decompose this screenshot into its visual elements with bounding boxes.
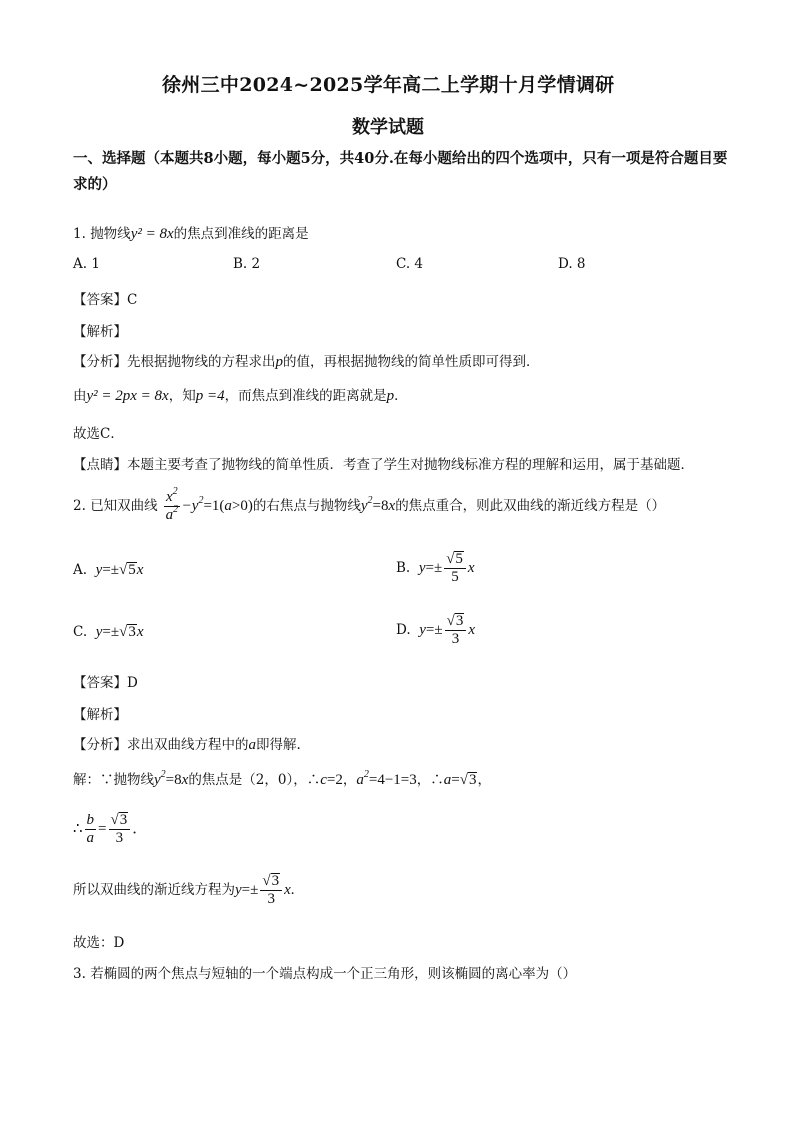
q1-option-b: B. 2: [233, 256, 261, 272]
q2-solution-text: 解：∵抛物线: [73, 772, 154, 788]
q1-analysis-heading: 【解析】: [73, 324, 127, 340]
q1-analysis-line: [73, 350, 540, 371]
q2-choose: 故选：D: [73, 935, 125, 951]
q1-derivation-end: ．: [394, 388, 408, 404]
question-number: 3.: [73, 966, 86, 982]
q2-answer: 【答案】D: [73, 675, 138, 691]
q2-stem-text-2: 的右焦点与抛物线: [252, 498, 361, 514]
q2-stem-text-3: 的焦点重合，则此双曲线的渐近线方程是（）: [395, 498, 666, 514]
q2-analysis-text: 【分析】求出双曲线方程中的: [73, 737, 249, 753]
q1-derivation-text-3: ，而焦点到准线的距离就是: [224, 388, 387, 404]
q2-option-a: A. y=±√5x: [73, 562, 144, 578]
q1-derivation-text-2: ，知: [168, 388, 196, 404]
page-title: 徐州三中2024~2025学年高二上学期十月学情调研: [162, 74, 615, 96]
page-subtitle: 数学试题: [352, 117, 424, 138]
q1-analysis-text-2: 的值，再根据抛物线的简单性质即可得到．: [283, 354, 540, 370]
q1-derivation-p2: p: [386, 388, 395, 404]
q2-option-d: D. y=± $\frac{√3}{3}$ x: [396, 613, 476, 647]
q2-option-c: C. y=±√3x: [73, 624, 144, 640]
q2-stem-text: 已知双曲线: [90, 498, 158, 514]
q1-derivation-eq: y² = 2px = 8x: [86, 388, 169, 404]
q1-option-c: C. 4: [396, 256, 424, 272]
question-number: 1.: [73, 226, 86, 242]
question-3-stem: [73, 962, 576, 982]
option-label: D.: [396, 622, 411, 638]
q2-ratio-line: ∴ $\frac{b}{a}$ = $\frac{√3}{3}$ ．: [73, 812, 148, 846]
option-label: C.: [73, 624, 88, 640]
question-number: 2.: [73, 498, 86, 514]
q2-analysis-line: 【分析】求出双曲线方程中的a即得解.: [73, 737, 301, 753]
q1-derivation-p: p =4: [195, 388, 225, 404]
option-label: A.: [73, 562, 88, 578]
question-2-stem: 2. 已知双曲线 $\frac{x^2}{a^2}$ $-y^2=1(a>0)$的右焦点与抛物线$y^2=8x$的焦点重合，则此双曲线的渐近线方程是（）: [73, 486, 666, 523]
q2-fraction-x2-a2: $\frac{x^2}{a^2}$: [165, 486, 179, 523]
question-1-stem: [73, 222, 309, 243]
q2-analysis-heading: 【解析】: [73, 707, 127, 723]
q1-stem-text-2: 的焦点到准线的距离是: [173, 226, 309, 242]
option-label: B.: [396, 560, 411, 576]
q2-solution-text-2: 的焦点是（2，0），∴: [188, 772, 321, 788]
q1-answer: 【答案】C: [73, 292, 138, 308]
section-heading: 一、选择题（本题共8小题，每小题5分，共40分.在每小题给出的四个选项中，只有一项是符合题目要求的）: [73, 150, 728, 193]
q1-derivation-line: [73, 384, 408, 405]
q1-stem-text: 抛物线: [90, 226, 131, 242]
q1-equation: y² = 8x: [130, 226, 174, 242]
q2-asymptote-text: 所以双曲线的渐近线方程为: [73, 882, 235, 898]
q1-comment: 【点睛】本题主要考查了抛物线的简单性质．考查了学生对抛物线标准方程的理解和运用，属于基础题．: [73, 457, 694, 473]
q1-derivation-text: 由: [73, 388, 87, 404]
q1-option-a: A. 1: [73, 256, 100, 272]
q2-solution-sep: ，: [342, 772, 357, 788]
q1-option-d: D. 8: [558, 256, 586, 272]
q1-var-p: p: [275, 354, 283, 370]
q2-analysis-text-2: 即得解.: [256, 737, 301, 753]
q1-analysis-text: 【分析】先根据抛物线的方程求出: [73, 354, 276, 370]
q2-asymptote-line: 所以双曲线的渐近线方程为y=± $\frac{√3}{3}$ x.: [73, 873, 295, 907]
q2-solution-line: 解：∵抛物线$y^2=8x$的焦点是（2，0），∴c=2，$a^2=4-1=3$，∴a=√3，: [73, 769, 491, 788]
q2-option-b: B. y=± $\frac{√5}{5}$ x: [396, 551, 475, 585]
q2-solution-text-3: ，∴: [416, 772, 444, 788]
q1-choose: 故选C．: [73, 426, 124, 442]
q2-solution-end: ，: [477, 772, 491, 788]
q3-stem-text: 若椭圆的两个焦点与短轴的一个端点构成一个正三角形，则该椭圆的离心率为（）: [90, 966, 577, 982]
